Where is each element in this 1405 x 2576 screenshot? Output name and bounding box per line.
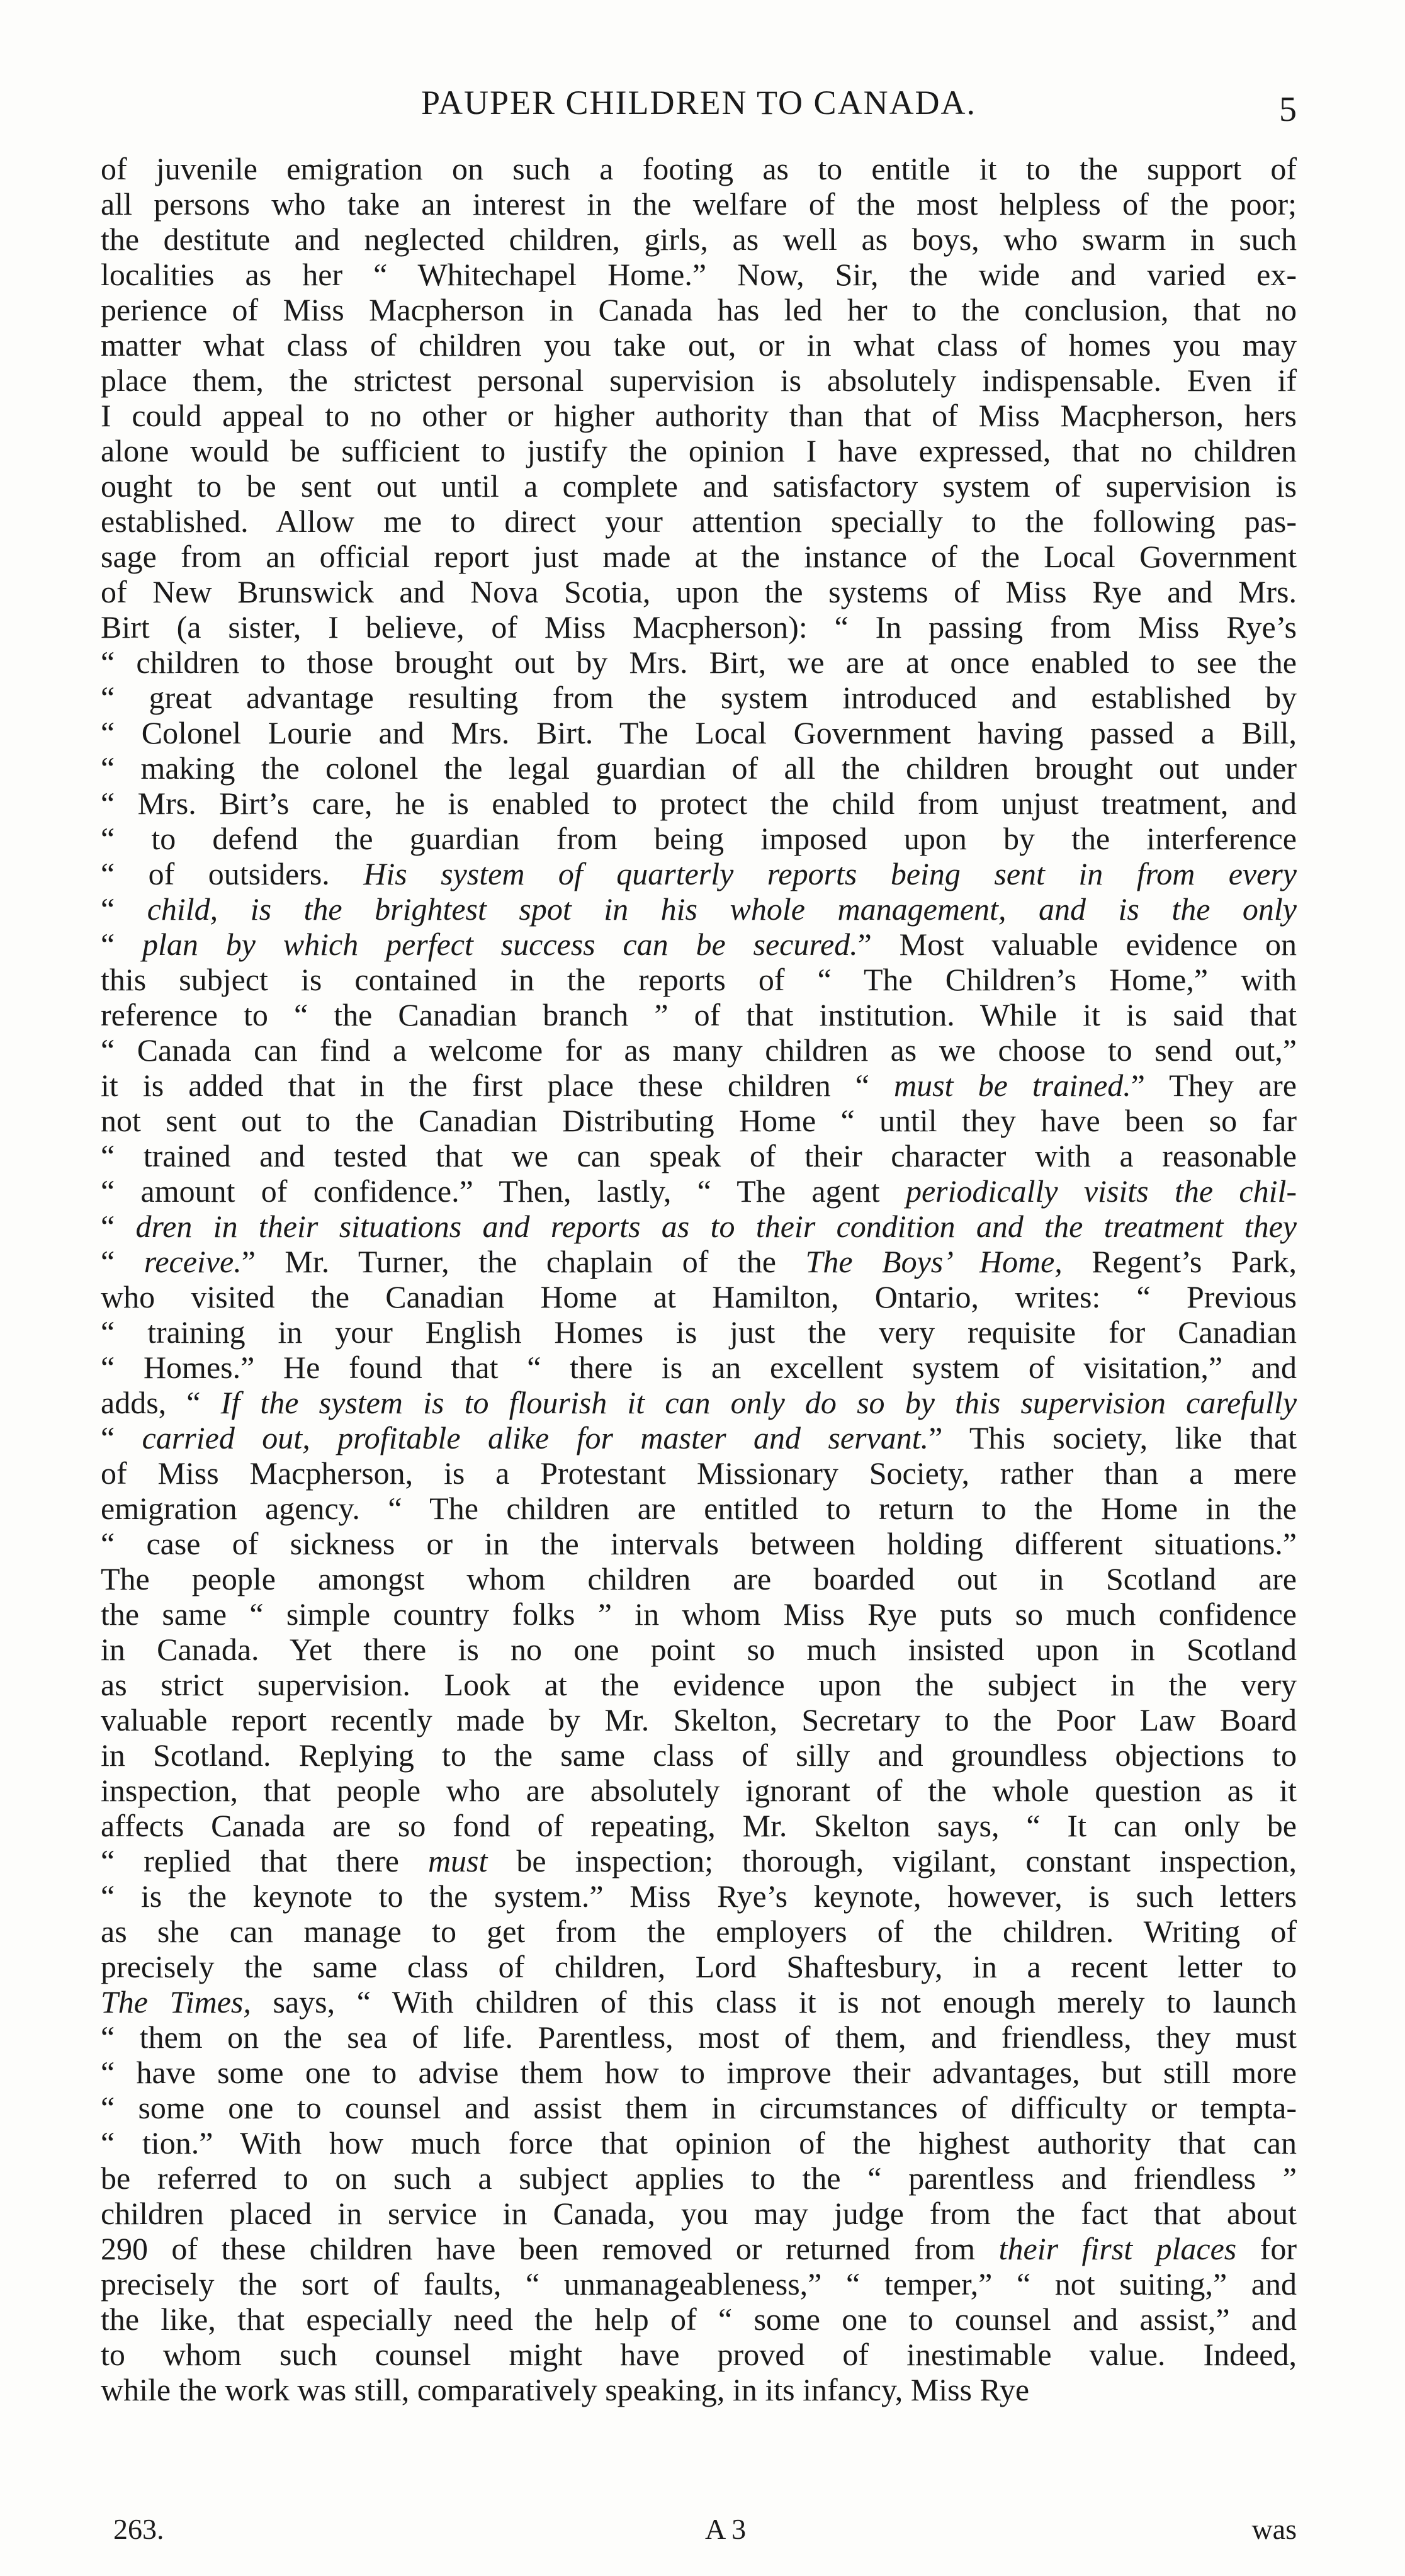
text-line <box>101 1843 1297 1878</box>
text-line <box>101 539 1297 574</box>
text-line <box>101 1209 1297 1244</box>
text-line <box>101 1561 1297 1596</box>
italic-text: periodically visits the chil- <box>905 1173 1297 1209</box>
text-line <box>101 609 1297 645</box>
text-line <box>101 927 1297 962</box>
italic-text: His system of quarterly reports being sent in from every <box>363 856 1297 891</box>
text-segment: not sent out to the Canadian Distributing Home “ until they have been so far <box>101 1103 1297 1138</box>
text-line <box>101 1878 1297 1914</box>
text-line <box>101 1984 1297 2020</box>
text-segment: who visited the Canadian Home at Hamilton, Ontario, writes: “ Previous <box>101 1279 1297 1314</box>
text-segment: emigration agency. “ The children are entitled to return to the Home in the <box>101 1491 1297 1526</box>
italic-text: The Times, <box>101 1984 251 2020</box>
italic-text: carried out, profitable alike for master and servant. <box>142 1420 929 1455</box>
text-segment: ” They are <box>1131 1068 1297 1103</box>
text-line <box>101 1914 1297 1949</box>
text-line <box>101 1526 1297 1561</box>
text-line <box>101 2055 1297 2090</box>
text-segment: “ tion.” With how much force that opinion of the highest authority that can <box>101 2125 1297 2161</box>
italic-text: must be trained. <box>894 1068 1131 1103</box>
text-line <box>101 2125 1297 2161</box>
text-line <box>101 292 1297 327</box>
text-line <box>101 1279 1297 1314</box>
text-line <box>101 1455 1297 1491</box>
italic-text: If the system is to flourish it can only do so by this supervision carefully <box>220 1385 1297 1420</box>
text-line <box>101 504 1297 539</box>
text-line <box>101 2266 1297 2302</box>
italic-text: The Boys’ Home, <box>805 1244 1063 1279</box>
italic-text: receive. <box>144 1244 242 1279</box>
text-segment: “ replied that there <box>101 1843 428 1878</box>
text-segment: “ children to those brought out by Mrs. Birt, we are at once enabled to see the <box>101 645 1297 680</box>
text-line <box>101 363 1297 398</box>
text-segment: “ is the keynote to the system.” Miss Rye’s keynote, however, is such letters <box>101 1878 1297 1914</box>
text-segment: “ Mrs. Birt’s care, he is enabled to protect the child from unjust treatment, and <box>101 786 1297 821</box>
text-segment: in Scotland. Replying to the same class of silly and groundless objections to <box>101 1737 1297 1773</box>
italic-text: their first places <box>998 2231 1237 2266</box>
text-line <box>101 2090 1297 2125</box>
text-segment: adds, “ <box>101 1385 221 1420</box>
text-line <box>101 1420 1297 1455</box>
text-segment: says, “ With children of this class it is not enough merely to launch <box>251 1984 1297 2020</box>
text-line <box>101 1103 1297 1138</box>
text-segment: ” Most valuable evidence on <box>857 927 1297 962</box>
running-head <box>101 76 1297 132</box>
text-line <box>101 398 1297 433</box>
text-line <box>101 1314 1297 1350</box>
text-segment: alone would be sufficient to justify the opinion I have expressed, that no children <box>101 433 1297 468</box>
text-line <box>101 574 1297 609</box>
text-segment: children placed in service in Canada, you may judge from the fact that about <box>101 2196 1297 2231</box>
text-line <box>101 1491 1297 1526</box>
text-line <box>101 1596 1297 1632</box>
text-segment: “ of outsiders. <box>101 856 364 891</box>
text-line <box>101 750 1297 786</box>
text-line <box>101 1173 1297 1209</box>
text-line <box>101 1702 1297 1737</box>
text-segment: “ Homes.” He found that “ there is an excellent system of visitation,” and <box>101 1350 1297 1385</box>
text-segment: perience of Miss Macpherson in Canada has led her to the conclusion, that no <box>101 292 1297 327</box>
text-segment: “ to defend the guardian from being imposed upon by the interference <box>101 821 1297 856</box>
text-segment: “ <box>101 1244 144 1279</box>
italic-text: must <box>427 1843 488 1878</box>
text-segment: the destitute and neglected children, girls, as well as boys, who swarm in such <box>101 222 1297 257</box>
page-footer <box>101 2511 1297 2548</box>
text-segment: it is added that in the first place these children “ <box>101 1068 894 1103</box>
text-line <box>101 222 1297 257</box>
text-line <box>101 2337 1297 2372</box>
text-segment: while the work was still, comparatively speaking, in its infancy, Miss Rye <box>101 2372 1030 2407</box>
text-segment: The people amongst whom children are boarded out in Scotland are <box>101 1561 1297 1596</box>
text-segment: all persons who take an interest in the welfare of the most helpless of the poor; <box>101 186 1297 222</box>
text-segment: of Miss Macpherson, is a Protestant Missionary Society, rather than a mere <box>101 1455 1297 1491</box>
text-segment: “ great advantage resulting from the system introduced and established by <box>101 680 1297 715</box>
text-segment: in Canada. Yet there is no one point so much insisted upon in Scotland <box>101 1632 1297 1667</box>
text-line <box>101 151 1297 186</box>
text-line <box>101 327 1297 363</box>
text-line <box>101 962 1297 997</box>
text-segment: “ <box>101 1420 142 1455</box>
text-segment: “ have some one to advise them how to improve their advantages, but still more <box>101 2055 1297 2090</box>
page-number: 5 <box>1279 90 1297 129</box>
text-line <box>101 2196 1297 2231</box>
text-segment: ” This society, like that <box>928 1420 1297 1455</box>
text-segment: to whom such counsel might have proved of inestimable value. Indeed, <box>101 2337 1297 2372</box>
text-line <box>101 891 1297 927</box>
text-segment: “ Canada can find a welcome for as many children as we choose to send out,” <box>101 1032 1297 1068</box>
text-segment: established. Allow me to direct your attention specially to the following pas- <box>101 504 1297 539</box>
text-line <box>101 715 1297 750</box>
text-segment: “ trained and tested that we can speak of their character with a reasonable <box>101 1138 1297 1173</box>
text-line <box>101 1244 1297 1279</box>
text-segment: “ Colonel Lourie and Mrs. Birt. The Local Government having passed a Bill, <box>101 715 1297 750</box>
text-line <box>101 645 1297 680</box>
text-segment: precisely the same class of children, Lord Shaftesbury, in a recent letter to <box>101 1949 1297 1984</box>
text-segment: this subject is contained in the reports of “ The Children’s Home,” with <box>101 962 1297 997</box>
text-segment: “ training in your English Homes is just the very requisite for Canadian <box>101 1314 1297 1350</box>
text-line <box>101 2372 1297 2407</box>
italic-text: dren in their situations and reports as to their condition and the treatment they <box>135 1209 1297 1244</box>
text-segment: the same “ simple country folks ” in whom Miss Rye puts so much confidence <box>101 1596 1297 1632</box>
text-line <box>101 2231 1297 2266</box>
text-segment: I could appeal to no other or higher authority than that of Miss Macpherson, hers <box>101 398 1297 433</box>
body-text <box>101 151 1297 2407</box>
text-line <box>101 1350 1297 1385</box>
text-line <box>101 1032 1297 1068</box>
text-line <box>101 2161 1297 2196</box>
text-segment: of juvenile emigration on such a footing as to entitle it to the support of <box>101 151 1297 186</box>
text-segment: “ some one to counsel and assist them in circumstances of difficulty or tempta- <box>101 2090 1297 2125</box>
text-segment: ought to be sent out until a complete and satisfactory system of supervision is <box>101 468 1297 504</box>
text-segment: as she can manage to get from the employers of the children. Writing of <box>101 1914 1297 1949</box>
text-line <box>101 1949 1297 1984</box>
text-line <box>101 1667 1297 1702</box>
text-segment: matter what class of children you take out, or in what class of homes you may <box>101 327 1297 363</box>
text-segment: be inspection; thorough, vigilant, constant inspection, <box>487 1843 1297 1878</box>
text-segment: precisely the sort of faults, “ unmanageableness,” “ temper,” “ not suiting,” and <box>101 2266 1297 2302</box>
text-segment: “ them on the sea of life. Parentless, most of them, and friendless, they must <box>101 2020 1297 2055</box>
catchword: was <box>1251 2513 1297 2545</box>
italic-text: plan by which perfect success can be secured. <box>142 927 858 962</box>
text-segment: 290 of these children have been removed or returned from <box>101 2231 999 2266</box>
italic-text: child, is the brightest spot in his whole management, and is the only <box>147 891 1297 927</box>
text-line <box>101 1737 1297 1773</box>
text-segment: inspection, that people who are absolutely ignorant of the whole question as it <box>101 1773 1297 1808</box>
text-segment: Regent’s Park, <box>1062 1244 1297 1279</box>
text-line <box>101 821 1297 856</box>
text-line <box>101 1773 1297 1808</box>
text-segment: for <box>1236 2231 1297 2266</box>
text-segment: “ <box>101 891 147 927</box>
text-segment: the like, that especially need the help of “ some one to counsel and assist,” and <box>101 2302 1297 2337</box>
text-segment: affects Canada are so fond of repeating, Mr. Skelton says, “ It can only be <box>101 1808 1297 1843</box>
text-segment: sage from an official report just made at the instance of the Local Government <box>101 539 1297 574</box>
text-line <box>101 856 1297 891</box>
text-segment: “ making the colonel the legal guardian of all the children brought out under <box>101 750 1297 786</box>
text-line <box>101 997 1297 1032</box>
text-line <box>101 1385 1297 1420</box>
text-segment: ” Mr. Turner, the chaplain of the <box>241 1244 806 1279</box>
text-segment: as strict supervision. Look at the evidence upon the subject in the very <box>101 1667 1297 1702</box>
text-line <box>101 186 1297 222</box>
text-segment: “ case of sickness or in the intervals between holding different situations.” <box>101 1526 1297 1561</box>
text-line <box>101 1632 1297 1667</box>
text-segment: place them, the strictest personal supervision is absolutely indispensable. Even if <box>101 363 1297 398</box>
signature-mark: A 3 <box>705 2513 747 2545</box>
text-line <box>101 2302 1297 2337</box>
text-segment: “ <box>101 1209 136 1244</box>
text-segment: “ amount of confidence.” Then, lastly, “ The agent <box>101 1173 906 1209</box>
running-title: PAUPER CHILDREN TO CANADA. <box>420 84 977 121</box>
text-line <box>101 680 1297 715</box>
text-line <box>101 1808 1297 1843</box>
text-segment: of New Brunswick and Nova Scotia, upon the systems of Miss Rye and Mrs. <box>101 574 1297 609</box>
signature-number: 263. <box>113 2513 164 2545</box>
text-line <box>101 2020 1297 2055</box>
text-line <box>101 433 1297 468</box>
text-segment: be referred to on such a subject applies to the “ parentless and friendless ” <box>101 2161 1297 2196</box>
text-line <box>101 1138 1297 1173</box>
text-segment: reference to “ the Canadian branch ” of that institution. While it is said that <box>101 997 1297 1032</box>
text-segment: Birt (a sister, I believe, of Miss Macpherson): “ In passing from Miss Rye’s <box>101 609 1297 645</box>
text-line <box>101 257 1297 292</box>
text-line <box>101 1068 1297 1103</box>
text-segment: localities as her “ Whitechapel Home.” Now, Sir, the wide and varied ex- <box>101 257 1297 292</box>
text-segment: valuable report recently made by Mr. Skelton, Secretary to the Poor Law Board <box>101 1702 1297 1737</box>
text-line <box>101 468 1297 504</box>
text-line <box>101 786 1297 821</box>
text-segment: “ <box>101 927 143 962</box>
